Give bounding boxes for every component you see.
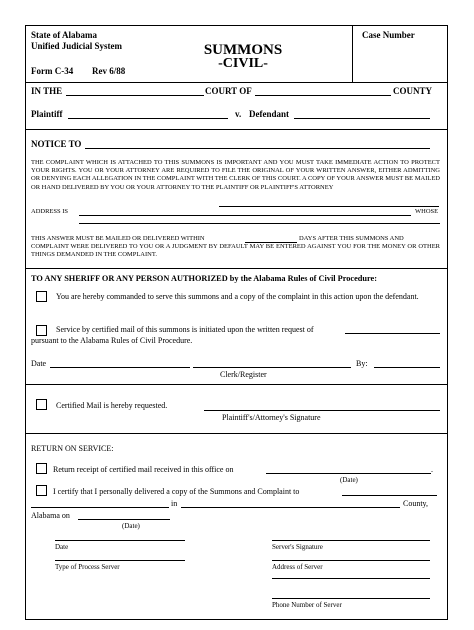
form-title: SUMMONS [203,42,283,58]
process-server-type-field[interactable] [55,560,185,561]
plaintiff-signature-label: Plaintiff's/Attorney's Signature [222,413,321,422]
in-the-label: IN THE [31,86,63,96]
header-divider [352,25,353,82]
attorney-address-field[interactable] [79,215,411,216]
delivery-date-caption: (Date) [122,522,140,530]
defendant-field[interactable] [294,118,430,119]
alabama-on-label: Alabama on [31,511,70,520]
answer-deadline-text-rest: COMPLAINT WERE DELIVERED TO YOU OR A JUDGMENT BY DEFAULT MAY BE ENTERED AGAINST YOU FOR THE MONEY OR OTHER THINGS DEMANDED IN THE COMPLAINT. [31,243,440,259]
personal-delivery-checkbox[interactable] [36,485,47,496]
answer-deadline-text-a: THIS ANSWER MUST BE MAILED OR DELIVERED WITHIN [31,235,205,242]
return-heading: RETURN ON SERVICE: [31,444,114,453]
form-number: Form C-34 [31,66,74,76]
court-name-field[interactable] [66,95,204,96]
case-number-label: Case Number [362,30,415,40]
certified-bottom-rule [25,433,448,434]
by-label: By: [356,359,368,368]
receipt-date-field[interactable] [266,473,431,474]
personal-delivery-text: I certify that I personally delivered a copy of the Summons and Complaint to [53,487,300,496]
answer-deadline-text-b: DAYS AFTER THIS SUMMONS AND [299,235,404,242]
certified-mail-checkbox[interactable] [36,399,47,410]
server-phone-field[interactable] [272,598,430,599]
plaintiff-attorney-field[interactable] [219,206,439,207]
receipt-date-caption: (Date) [340,476,358,484]
county-name-field[interactable] [255,95,391,96]
attorney-address-line-2[interactable] [79,223,440,224]
parties-bottom-rule [25,129,448,130]
by-field[interactable] [374,367,440,368]
receipt-period: . [431,465,433,474]
delivered-to-field[interactable] [342,495,437,496]
sheriff-bottom-rule [25,384,448,385]
server-signature-label: Server's Signature [272,543,323,551]
plaintiff-signature-field[interactable] [204,410,440,411]
clerk-register-label: Clerk/Register [220,370,267,379]
issue-date-label: Date [31,359,47,368]
header-bottom-rule [25,82,448,83]
notice-bottom-rule [25,268,448,269]
server-address-field[interactable] [272,560,430,561]
county-label: COUNTY [393,86,433,96]
form-subtitle: -CIVIL- [218,56,268,71]
issue-date-field[interactable] [50,367,190,368]
defendant-label: Defendant [249,109,289,119]
certified-service-checkbox[interactable] [36,325,47,336]
notice-paragraph-1: THE COMPLAINT WHICH IS ATTACHED TO THIS SUMMONS IS IMPORTANT AND YOU MUST TAKE IMMEDIATE ACTION TO PROTECT YOUR RIGHTS. YOU OR YOUR ATTORNEY ARE REQUIRED TO FILE THE ORIGINAL OF YOUR WRITTEN ANSWER, EITHER ADMITTING OR DENYING EACH ALLEGATION IN THE COMPLAINT WITH THE CLERK OF THIS COURT. A COPY OF YOUR ANSWER MUST BE MAILED OR HAND DELIVERED BY YOU OR YOUR ATTORNEY TO THE PLAINTIFF OR PLAINTIFF'S ATTORNEY [31,159,440,191]
service-date-field[interactable] [55,540,185,541]
court-of-label: COURT OF [205,86,252,96]
service-date-label: Date [55,543,69,551]
server-phone-label: Phone Number of Server [272,601,342,609]
delivery-date-field[interactable] [78,519,170,520]
server-address-line-2[interactable] [272,578,430,579]
judicial-system: Unified Judicial System [31,41,123,51]
in-label: in [171,499,178,508]
return-receipt-text: Return receipt of certified mail received in this office on [53,465,234,474]
plaintiff-field[interactable] [68,118,228,119]
notice-to-field[interactable] [85,148,430,149]
whose-label: WHOSE [415,208,439,215]
plaintiff-label: Plaintiff [31,109,63,119]
server-signature-field[interactable] [272,540,430,541]
certified-mail-label: Certified Mail is hereby requested. [56,401,168,410]
delivery-county-field[interactable] [181,507,400,508]
command-text: You are hereby commanded to serve this summons and a copy of the complaint in this action upon the defendant. [56,292,419,301]
versus-label: v. [235,109,242,119]
notice-to-label: NOTICE TO [31,139,82,149]
return-receipt-checkbox[interactable] [36,463,47,474]
address-is-label: ADDRESS IS [31,208,69,215]
certified-service-text: Service by certified mail of this summons is initiated upon the written request of [56,325,314,334]
state-name: State of Alabama [31,30,97,40]
sheriff-heading: TO ANY SHERIFF OR ANY PERSON AUTHORIZED by the Alabama Rules of Civil Procedure: [31,274,377,283]
requester-field[interactable] [345,333,440,334]
process-server-type-label: Type of Process Server [55,563,120,571]
clerk-signature-field[interactable] [193,367,351,368]
certified-service-text-2: pursuant to the Alabama Rules of Civil Procedure. [31,336,193,345]
county-comma-label: County, [403,499,429,508]
delivery-place-field[interactable] [31,507,169,508]
server-address-label: Address of Server [272,563,323,571]
form-revision: Rev 6/88 [92,66,126,76]
